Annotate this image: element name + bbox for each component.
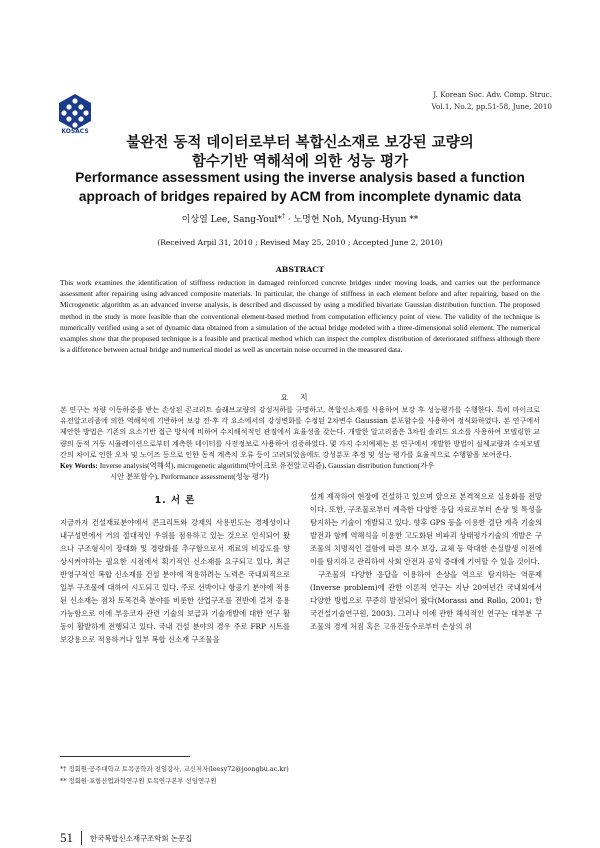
- title-korean-line-1: 불완전 동적 데이터로부터 복합신소재로 보강된 교량의: [126, 135, 474, 151]
- paragraph: 설계 제작하여 현장에 건설하고 있으며 앞으로 본격적으로 실용화를 전망이다. 또한, 구조물로부터 계측한 다양한 응답 자료로부터 손상 및 특성을 탐지하는 기술이 개발되고 있다. 향후 GPS 등을 이용한 결단 계측 기술의 발전과 함께 역해석을 이용한 고도화된 비파괴 상태평가기술의 개발은 구조물의 치명적인 결함에 따른 보수 보강, 교체 등 막대한 손실발생 이전에 이를 탐지하고 관리하여 사회 안전과 공익 증대에 기여할 수 있을 것이다.: [310, 492, 542, 566]
- paragraph: 구조물의 다양한 응답을 이용하여 손상을 역으로 탐지하는 역문제(Inverse problem)에 관한 이론적 연구는 지난 20여년간 국내외에서 다양한 방법으로 꾸준히 발전되어 왔다(Morassi and Rollo, 2001; 한국건설기술연구원, 2003). 그러나 이에 관한 해석적인 연구는 대부분 구조물의 경계 처짐 혹은 고유진동수로부터 손상의 위: [310, 570, 542, 631]
- corresponding-mark: †: [281, 213, 285, 220]
- keywords-text: Inverse analysis(역해석), microgenetic algorithm(마이크로 유전알고리즘), Gaussian distribution function(가우: [99, 461, 435, 470]
- page-footer: [60, 830, 192, 846]
- footer-journal-name: 한국복합신소재구조학회 논문집: [90, 833, 193, 843]
- body-right-column: [310, 490, 542, 633]
- keywords: [60, 460, 540, 482]
- korean-abstract-body: 본 연구는 차량 이동하중을 받는 손상된 콘크리트 슬래브교량의 강성저하를 규명하고, 복합신소재를 사용하여 보강 후 성능평가를 수행한다. 특히 마이크로 유전알고리즘에 의한 역해석에 기반하여 보강 전·후 각 요소에서의 강성변화를 수정된 2차변수 Gaussian 분포함수를 사용하여 정식화하였다. 본 연구에서 제안한 방법은 기존의 요소기반 접근 방식에 비하여 수치해석적인 관점에서 효율성을 갖는다. 개발한 알고리즘은 3차원 솔리드 요소를 사용하여 모델링한 교량의 동적 거동 시뮬레이션으로부터 계측한 데이터를 사전정보로 사용하여 검증하였다. 몇 가지 수치예제는 본 연구에서 개발한 방법이 실제교량과 수치모델간의 차이로 인한 오차 및 노이즈 등으로 인한 동적 계측치 오류 등이 고려되었음에도 강성분포 추정 및 성능 평가를 효율적으로 수행함을 보여준다.: [60, 405, 540, 459]
- author-2: 노명현 Noh, Myung-Hyun **: [293, 215, 419, 225]
- footer-divider: [81, 831, 82, 845]
- section-heading: 1. 서 론: [154, 495, 196, 506]
- title-english-line-1: Performance assessment using the inverse analysis based a function: [75, 170, 525, 185]
- footnote-divider: [60, 756, 190, 757]
- page-number: 51: [60, 830, 73, 845]
- author-separator: ·: [284, 215, 294, 225]
- received-dates: (Received Arpil 31, 2010 ; Revised May 25, 2010 ; Accepted June 2, 2010): [157, 238, 443, 247]
- abstract-body: This work examines the identification of stiffness reduction in damaged reinforced concrete bridges under moving loads, and carries out the performance assessment after repairing using advanced composite materials. In particular, the change of stiffness in each element before and after repairing, based on the Microgenetic algorithm as an advanced inverse analysis, is described and discussed by using a modified bivariate Gaussian distribution function. The proposed method in the study is more feasible than the conventional element-based method from computation efficiency point of view. The validity of the technique is numerically verified using a set of dynamic data obtained from a simulation of the actual bridge modeled with a three-dimensional solid element. The numerical examples show that the proposed technique is a feasible and practical method which can inspect the complex distribution of deteriorated stiffness although there is a difference between actual bridge and numerical model as well as uncertain noise occurred in the measured data.: [60, 278, 540, 355]
- journal-citation: [431, 89, 552, 113]
- author-list: [0, 212, 600, 225]
- keywords-text-cont: 시안 분포함수), Performance assessment(성능 평가): [110, 472, 269, 481]
- paragraph: 지금까지 건설재료분야에서 콘크리트와 강재의 사용빈도는 경제성이나 내구성면에서 거의 절대적인 우위를 점유하고 있는 것으로 인식되어 왔으나 구조형식이 장대화 및 경량화를 추구함으로서 재료의 비강도를 향상시켜야하는 필요한 시점에서 획기적인 신소재를 요구되고 있다. 최근 반영구적인 복합 신소재를 건설 분야에 적용하려는 노력은 국내외적으로 일부 구조물에 대하여 시도되고 있다. 주로 선박이나 항공기 분야에 적용된 신소재는 점차 토목건축 분야를 비롯한 산업구조를 전반에 걸쳐 응용 가능함으로 이에 부응코자 관련 기술의 보급과 기술개발에 대한 연구 활동이 활발하게 전행되고 있다. 국내 건설 분야의 경우 주로 FRP 시트를 보강용으로 적용하거나 일부 복합 신소재 구조물을: [60, 518, 290, 644]
- author-1: 이상열 Lee, Sang-Youl*: [181, 215, 282, 225]
- title-korean-line-2: 함수기반 역해석에 의한 성능 평가: [191, 154, 409, 170]
- abstract-heading: ABSTRACT: [275, 265, 325, 274]
- journal-line-2: Vol.1, No.2, pp.51-58, June, 2010: [431, 102, 552, 111]
- footnote-2: ** 정회원·포항산업과학연구원 토목연구본부 선임연구원: [60, 777, 217, 785]
- korean-abstract-heading: 요지: [280, 393, 320, 402]
- footnote-1: *† 정회원·공주대학교 토목공학과 전임강사, 교신저자(leesy72@joongbu.ac.kr): [60, 765, 289, 773]
- keywords-label: Key Words:: [60, 461, 98, 470]
- body-left-column: [60, 516, 290, 646]
- journal-line-1: J. Korean Soc. Adv. Comp. Struc.: [433, 90, 552, 99]
- logo-text: KOSACS: [61, 128, 89, 135]
- title-english-line-2: approach of bridges repaired by ACM from incomplete dynamic data: [78, 189, 522, 204]
